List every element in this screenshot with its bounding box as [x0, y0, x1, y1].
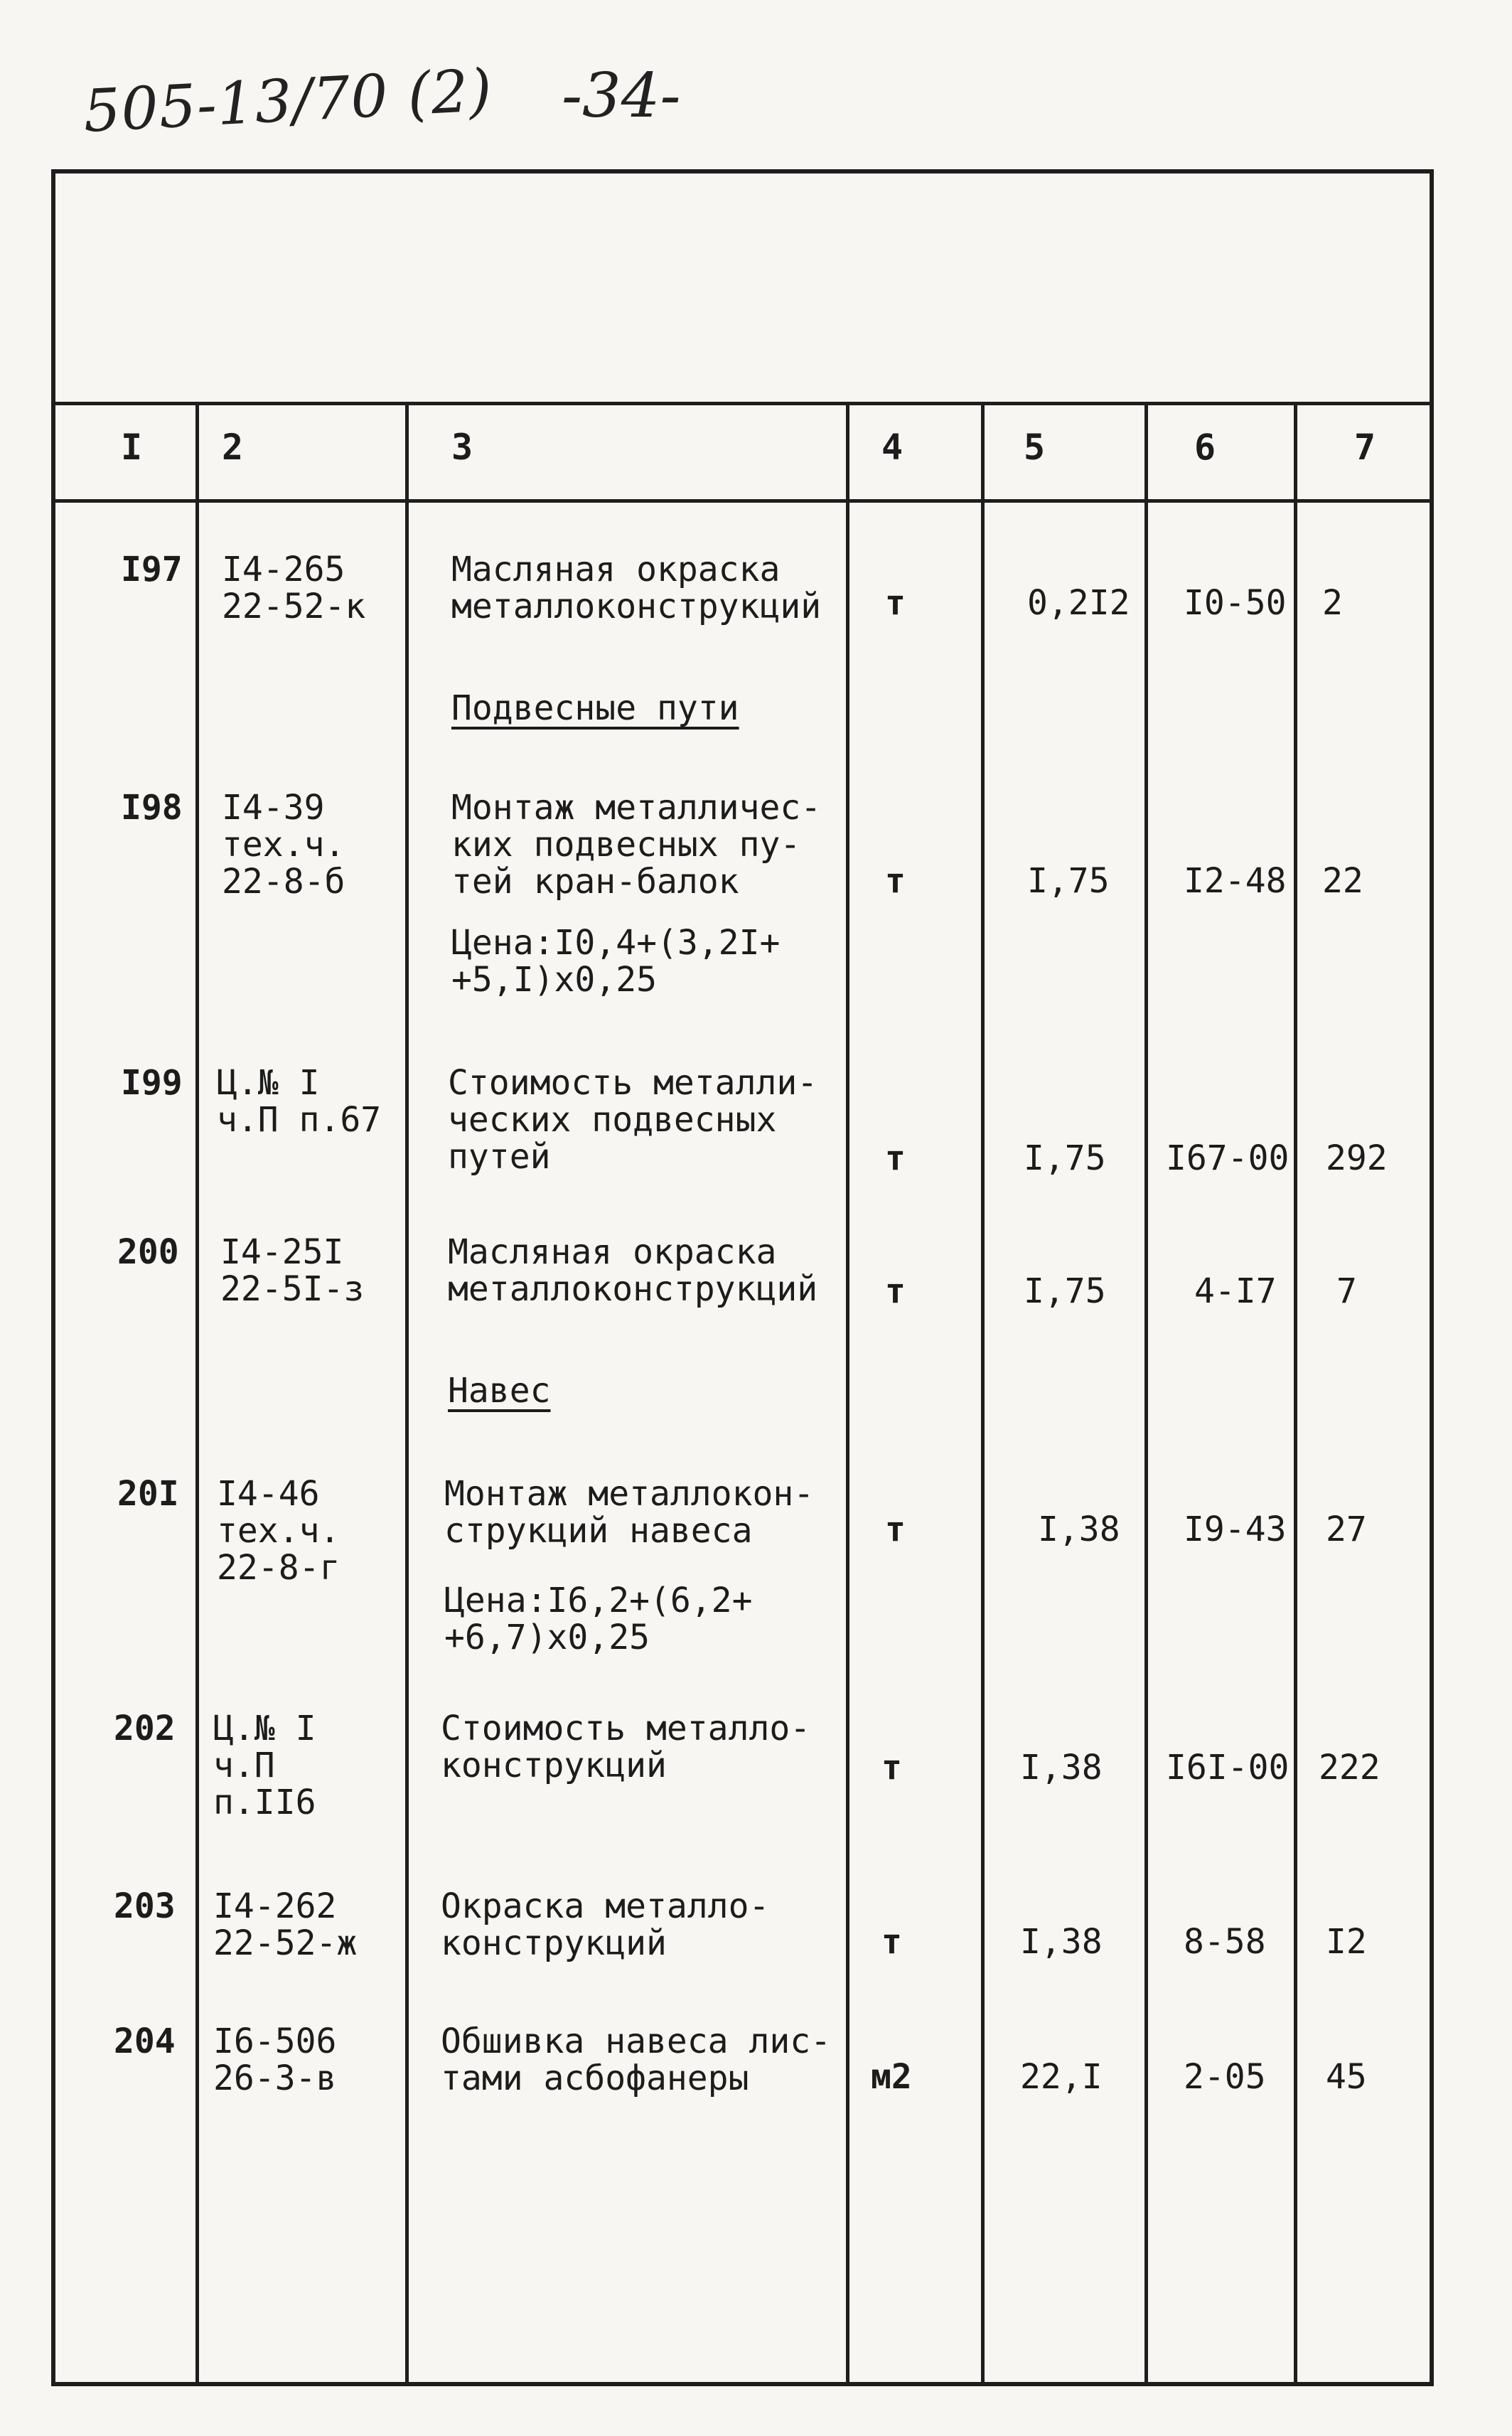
- unit: т: [881, 1748, 902, 1788]
- unit-price: I9-43: [1184, 1510, 1287, 1549]
- col-divider-6: [1294, 402, 1297, 2386]
- work-description: Масляная окраска металлоконструкций: [448, 1232, 818, 1309]
- total-cost: 22: [1322, 861, 1363, 901]
- row-number: I99: [121, 1063, 183, 1103]
- unit: т: [885, 1138, 906, 1178]
- quantity: 22,I: [1020, 2057, 1103, 2097]
- unit-price: I67-00: [1166, 1138, 1290, 1178]
- work-description: Окраска металло- конструкций: [441, 1886, 770, 1963]
- unit-price: 4-I7: [1194, 1271, 1277, 1311]
- row-number: 20I: [117, 1474, 179, 1514]
- column-header-3: 3: [451, 427, 473, 468]
- col-divider-3: [846, 402, 849, 2386]
- col-divider-2: [405, 402, 409, 2386]
- col-divider-4: [981, 402, 985, 2386]
- unit: т: [881, 1922, 902, 1962]
- page-number: -34-: [562, 60, 681, 132]
- col-divider-1: [195, 402, 199, 2386]
- quantity: I,75: [1027, 861, 1110, 901]
- unit: т: [885, 1510, 906, 1549]
- work-description: Масляная окраска металлоконструкций: [451, 550, 822, 626]
- header-top-rule: [51, 402, 1434, 405]
- column-header-2: 2: [222, 427, 244, 468]
- row-number: 203: [114, 1886, 176, 1926]
- row-number: I97: [121, 550, 183, 589]
- column-header-1: I: [121, 427, 143, 468]
- quantity: I,38: [1038, 1510, 1120, 1549]
- work-description: Монтаж металлокон- струкций навеса: [444, 1474, 815, 1551]
- column-header-4: 4: [881, 427, 904, 468]
- norm-code: Ц.№ I ч.П п.67: [217, 1063, 382, 1140]
- norm-code: I6-506 26-3-в: [213, 2021, 337, 2098]
- document-code: 505-13/70 (2): [82, 56, 494, 146]
- total-cost: 2: [1322, 583, 1343, 623]
- col-divider-5: [1144, 402, 1148, 2386]
- norm-code: I4-46 тех.ч. 22-8-г: [217, 1474, 341, 1588]
- quantity: I,75: [1024, 1138, 1106, 1178]
- total-cost: I2: [1326, 1922, 1367, 1962]
- quantity: I,38: [1020, 1922, 1103, 1962]
- unit-price: 8-58: [1184, 1922, 1266, 1962]
- row-number: 202: [114, 1709, 176, 1748]
- unit-price: I2-48: [1184, 861, 1287, 901]
- total-cost: 27: [1326, 1510, 1367, 1549]
- unit: т: [885, 861, 906, 901]
- row-number: I98: [121, 788, 183, 828]
- row-number: 200: [117, 1232, 179, 1272]
- unit-price: 2-05: [1184, 2057, 1266, 2097]
- total-cost: 7: [1336, 1271, 1357, 1311]
- work-description: Стоимость металло- конструкций: [441, 1709, 811, 1785]
- price-formula: Цена:I0,4+(3,2I+ +5,I)x0,25: [451, 923, 781, 1000]
- total-cost: 292: [1326, 1138, 1388, 1178]
- total-cost: 222: [1319, 1748, 1380, 1788]
- section-title: Подвесные пути: [451, 688, 739, 728]
- unit: т: [885, 583, 906, 623]
- column-header-5: 5: [1024, 427, 1046, 468]
- column-header-7: 7: [1354, 427, 1376, 468]
- quantity: 0,2I2: [1027, 583, 1130, 623]
- row-number: 204: [114, 2021, 176, 2061]
- work-description: Монтаж металличес- ких подвесных пу- тей кран-балок: [451, 788, 822, 902]
- quantity: I,38: [1020, 1748, 1103, 1788]
- work-description: Стоимость металли- ческих подвесных путей: [448, 1063, 818, 1177]
- norm-code: Ц.№ I ч.П п.II6: [213, 1709, 316, 1822]
- column-header-6: 6: [1194, 427, 1216, 468]
- unit-price: I0-50: [1184, 583, 1287, 623]
- total-cost: 45: [1326, 2057, 1367, 2097]
- norm-code: I4-39 тех.ч. 22-8-б: [222, 788, 345, 902]
- quantity: I,75: [1024, 1271, 1106, 1311]
- section-title: Навес: [448, 1371, 551, 1411]
- norm-code: I4-265 22-52-к: [222, 550, 366, 626]
- work-description: Обшивка навеса лис- тами асбофанеры: [441, 2021, 832, 2098]
- header-bottom-rule: [51, 499, 1434, 503]
- norm-code: I4-25I 22-5I-з: [220, 1232, 365, 1309]
- norm-code: I4-262 22-52-ж: [213, 1886, 358, 1963]
- unit: м2: [871, 2057, 912, 2097]
- unit-price: I6I-00: [1166, 1748, 1290, 1788]
- unit: т: [885, 1271, 906, 1311]
- price-formula: Цена:I6,2+(6,2+ +6,7)x0,25: [444, 1581, 753, 1657]
